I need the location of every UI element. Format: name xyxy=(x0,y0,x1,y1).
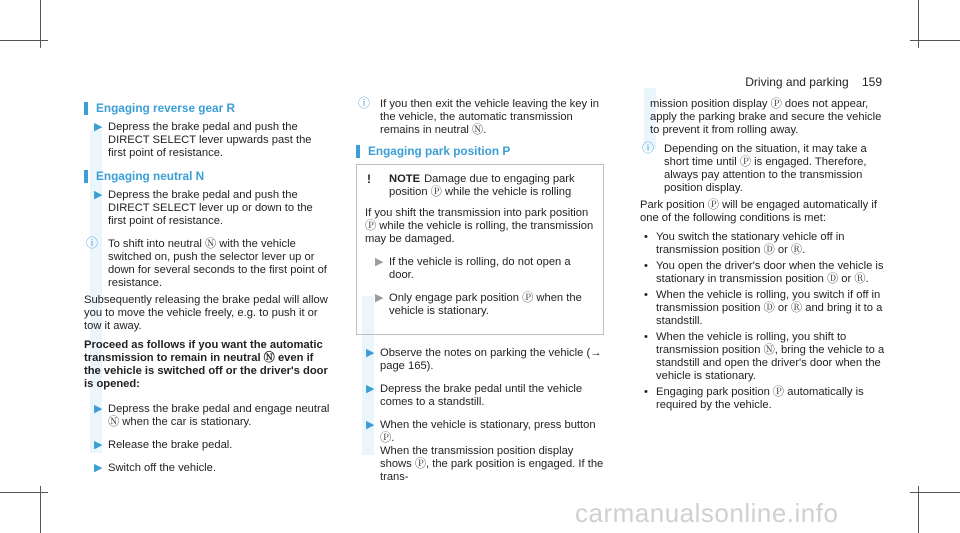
note-text: To shift into neutral Ⓝ with the vehicle switched on, push the selector lever up or down for several seconds to the first point of resistance. xyxy=(108,238,327,289)
column-3 xyxy=(640,98,888,415)
bullet-item: • When the vehicle is rolling, you switch if off in transmission position Ⓓ or Ⓡ and bring it to a standstill. xyxy=(640,289,888,328)
warning-box xyxy=(356,164,604,335)
note-text: Depending on the situation, it may take a short time until Ⓟ is engaged. Therefore, always pay attention to the transmission position display. xyxy=(664,143,867,194)
arrow-icon: ▶ xyxy=(366,419,375,431)
warning-step xyxy=(365,256,595,282)
heading-reverse: Engaging reverse gear R xyxy=(84,102,332,115)
warning-label: NOTE xyxy=(389,173,421,185)
heading-neutral: Engaging neutral N xyxy=(84,170,332,183)
bullet-item: • Engaging park position Ⓟ automatically is required by the vehicle. xyxy=(640,386,888,412)
arrow-icon: ▶ xyxy=(375,292,384,304)
crop-mark xyxy=(40,486,41,533)
crop-mark xyxy=(0,492,48,493)
warning-title xyxy=(365,173,595,199)
paragraph: Subsequently releasing the brake pedal will allow you to move the vehicle freely, e.g. to push it or tow it away. xyxy=(84,294,328,332)
step-text: Release the brake pedal. xyxy=(108,439,233,451)
page-number: 159 xyxy=(861,75,882,89)
arrow-icon: ▶ xyxy=(94,403,103,415)
crop-mark xyxy=(918,486,919,533)
step-text: Depress the brake pedal and engage neutral Ⓝ when the car is stationary. xyxy=(108,403,330,428)
warning-icon: ! xyxy=(367,172,371,186)
step-text: When the vehicle is stationary, press button Ⓟ. xyxy=(380,419,596,444)
info-note xyxy=(84,238,332,290)
paragraph: Park position Ⓟ will be engaged automatically if one of the following conditions is met: xyxy=(640,199,877,224)
arrow-icon: ▶ xyxy=(94,462,103,474)
step-text: Depress the brake pedal until the vehicle comes to a standstill. xyxy=(380,383,583,408)
arrow-icon: ▶ xyxy=(366,383,375,395)
arrow-icon: ▶ xyxy=(94,189,103,201)
info-icon: ⓘ xyxy=(642,141,655,155)
crop-mark xyxy=(0,40,48,41)
step-text: Switch off the vehicle. xyxy=(108,462,216,474)
bullet-item: • You open the driver's door when the vehicle is stationary in transmission position Ⓓ or Ⓡ. xyxy=(640,260,888,286)
info-icon: ⓘ xyxy=(358,96,371,110)
bullet-item: • You switch the stationary vehicle off in transmission position Ⓓ or Ⓡ. xyxy=(640,231,888,257)
warning-body: If you shift the transmission into park position Ⓟ while the vehicle is rolling, the transmission may be damaged. xyxy=(365,207,594,245)
step-text: If the vehicle is rolling, do not open a door. xyxy=(389,256,571,281)
warning-step xyxy=(365,292,595,318)
step xyxy=(84,189,332,228)
warning-text: Damage due to engaging park position Ⓟ while the vehicle is rolling xyxy=(389,173,575,198)
arrow-icon: ▶ xyxy=(375,256,384,268)
crop-mark xyxy=(910,40,960,41)
step xyxy=(84,121,332,160)
info-note xyxy=(640,143,888,195)
note-text: If you then exit the vehicle leaving the key in the vehicle, the automatic transmission remains in neutral Ⓝ. xyxy=(380,98,599,136)
heading-park: Engaging park position P xyxy=(356,145,604,158)
arrow-icon: ▶ xyxy=(366,347,375,359)
step-text: Depress the brake pedal and push the DIRECT SELECT lever up or down to the first point of resistance. xyxy=(108,189,313,227)
step xyxy=(84,462,332,475)
watermark: carmanualsonline.info xyxy=(575,498,839,528)
info-note xyxy=(356,98,604,137)
step-text: Observe the notes on parking the vehicle (→ page 165). xyxy=(380,347,602,372)
step-text: Only engage park position Ⓟ when the vehicle is stationary. xyxy=(389,292,582,317)
crop-mark xyxy=(910,492,960,493)
step-text: Depress the brake pedal and push the DIRECT SELECT lever upwards past the first point of resistance. xyxy=(108,121,312,159)
step-text-continued: When the transmission position display shows Ⓟ, the park position is engaged. If the trans- xyxy=(380,445,604,483)
column-2 xyxy=(356,98,604,494)
arrow-icon: ▶ xyxy=(94,121,103,133)
step xyxy=(356,347,604,373)
page-header xyxy=(745,75,882,89)
step xyxy=(356,383,604,409)
step xyxy=(356,419,604,484)
section-title: Driving and parking xyxy=(745,75,849,89)
bold-paragraph: Proceed as follows if you want the automatic transmission to remain in neutral Ⓝ even if the vehicle is switched off or the driver's door is opened: xyxy=(84,339,328,390)
step xyxy=(84,439,332,452)
step xyxy=(84,403,332,429)
bullet-item: • When the vehicle is rolling, you shift to transmission position Ⓝ, bring the vehicle to a standstill and open the driver's door when the vehicle is stationary. xyxy=(640,331,888,383)
arrow-icon: ▶ xyxy=(94,439,103,451)
continued-text: mission position display Ⓟ does not appear, apply the parking brake and secure the vehicle to prevent it from rolling away. xyxy=(650,98,882,136)
column-1 xyxy=(84,98,332,485)
info-icon: ⓘ xyxy=(86,236,99,250)
